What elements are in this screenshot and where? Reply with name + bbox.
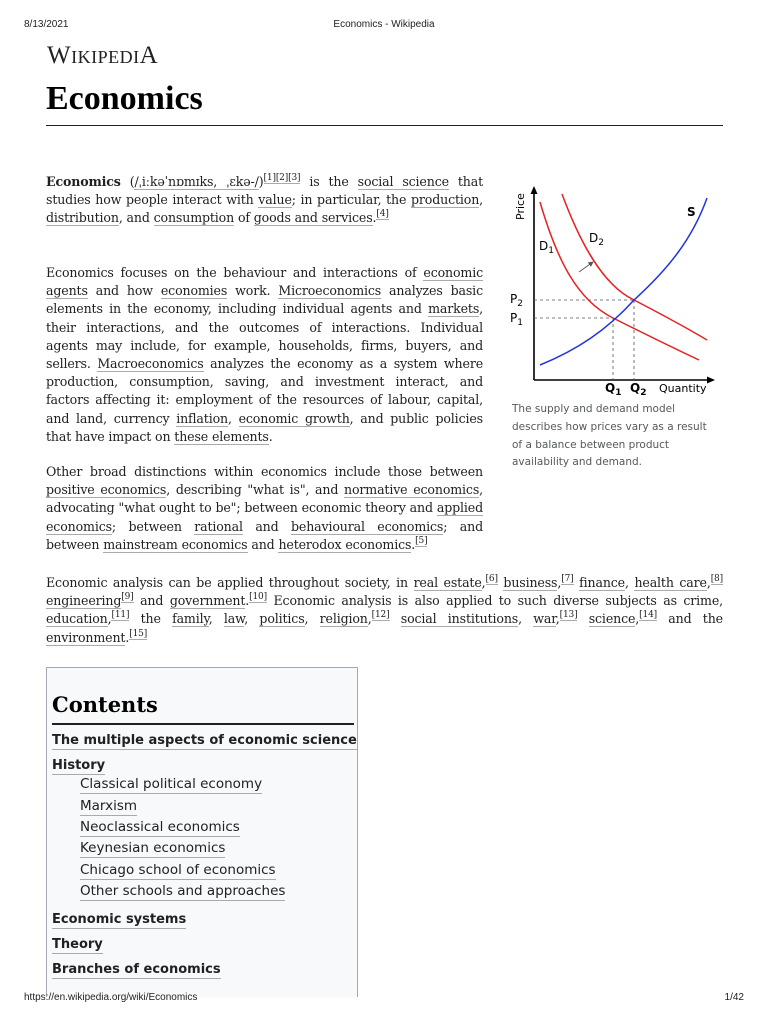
- link-value[interactable]: value: [258, 192, 292, 208]
- paragraph-distinctions: Other broad distinctions within economics include those between positive economics, describing "what is", and normative economics, advocating "what ought to be"; between economic theory and applied economics; between rational and behavioural economics; and between mainstream economics and heterodox economics.[5]: [46, 464, 483, 552]
- ref-link[interactable]: [9]: [121, 592, 134, 603]
- y-axis-label: Price: [514, 193, 527, 220]
- link-markets[interactable]: markets: [428, 301, 480, 317]
- link-religion[interactable]: religion: [319, 611, 368, 627]
- title-divider: [46, 125, 723, 126]
- pronunciation-link[interactable]: /ˌiːkəˈnɒmɪks, ˌɛkə-/: [134, 174, 259, 189]
- x-axis-arrow-icon: [707, 377, 715, 384]
- link-rational[interactable]: rational: [194, 518, 243, 534]
- ref-link[interactable]: [13]: [559, 610, 578, 621]
- link-education[interactable]: education: [46, 611, 108, 627]
- toc-item[interactable]: Theory: [52, 937, 103, 952]
- y-axis-arrow-icon: [531, 186, 538, 194]
- link-law[interactable]: law: [223, 611, 245, 627]
- toc-item[interactable]: Branches of economics: [52, 962, 221, 977]
- supply-curve: [540, 198, 707, 365]
- p2-label: $P_2$: [510, 292, 523, 309]
- supply-label: S: [687, 205, 696, 219]
- link-these-elements[interactable]: these elements: [174, 428, 269, 444]
- link-consumption[interactable]: consumption: [153, 210, 235, 226]
- toc-title: Contents: [52, 692, 158, 717]
- link-normative-economics[interactable]: normative economics: [344, 482, 480, 498]
- link-science[interactable]: science: [588, 611, 636, 627]
- print-tab-title: Economics - Wikipedia: [333, 19, 435, 30]
- toc-item[interactable]: History: [52, 758, 106, 773]
- print-header: [0, 19, 768, 33]
- ref-link[interactable]: [7]: [561, 574, 574, 584]
- link-family[interactable]: family: [172, 611, 209, 627]
- link-economies[interactable]: economies: [160, 283, 228, 299]
- paragraph-focus: Economics focuses on the behaviour and interactions of economic agents and how economies work. Microeconomics analyzes basic elements in the economy, including individual agents and markets, their interactions, and the outcomes of interactions. Individual agents may include, for example, households, firms, buyers, and sellers. Macroeconomics analyzes the economy as a system where production, consumption, saving, and investment interact, and factors affecting it: employment of the resources of labour, capital, and land, currency inflation, economic growth, and public policies that have impact on these elements.: [46, 265, 483, 444]
- link-real-estate[interactable]: real estate: [413, 575, 482, 590]
- link-economic-growth[interactable]: economic growth: [238, 410, 350, 426]
- toc-divider: [52, 723, 354, 725]
- wikipedia-wordmark[interactable]: WIKIPEDIA: [47, 42, 159, 69]
- link-social-science[interactable]: social science: [357, 174, 449, 189]
- demand-shift-arrow-icon: [579, 262, 593, 272]
- link-production[interactable]: production: [410, 192, 480, 208]
- print-date: 8/13/2021: [24, 19, 69, 30]
- link-behavioural-economics[interactable]: behavioural economics: [290, 518, 444, 534]
- link-engineering[interactable]: engineering: [46, 593, 122, 609]
- demand-curve-d1: [540, 202, 699, 360]
- d1-label: $D_1$: [539, 239, 554, 256]
- toc-item[interactable]: Economic systems: [52, 912, 187, 927]
- q1-label: $Q_1$: [605, 381, 622, 398]
- toc-item[interactable]: Neoclassical economics: [80, 819, 240, 835]
- ref-link[interactable]: [14]: [639, 610, 658, 621]
- print-footer: [0, 992, 768, 1006]
- toc-item[interactable]: The multiple aspects of economic science: [52, 733, 357, 748]
- toc-item[interactable]: Chicago school of economics: [80, 862, 276, 878]
- ref-link[interactable]: [6]: [485, 574, 498, 584]
- link-economic-agents[interactable]: economic agents: [46, 265, 483, 299]
- print-page-number: 1/42: [724, 992, 744, 1003]
- p1-label: $P_1$: [510, 311, 523, 328]
- page-title: Economics: [46, 80, 203, 117]
- toc-item[interactable]: Marxism: [80, 798, 138, 814]
- supply-demand-diagram: [507, 180, 723, 398]
- link-environment[interactable]: environment: [46, 629, 126, 645]
- link-health-care[interactable]: health care: [634, 575, 707, 590]
- lead-paragraph: Economics (/ˌiːkəˈnɒmɪks, ˌɛkə-/)[1][2][3] is the social science that studies how people interact with value; in particular, the production, distribution, and consumption of goods and services.[4]: [46, 173, 484, 226]
- link-goods-and-services[interactable]: goods and services: [253, 210, 373, 226]
- supply-demand-figure[interactable]: [507, 180, 723, 398]
- figure-caption: The supply and demand model describes how prices vary as a result of a balance between product availability and demand.: [512, 403, 707, 469]
- link-positive-economics[interactable]: positive economics: [46, 482, 167, 498]
- print-url[interactable]: https://en.wikipedia.org/wiki/Economics: [24, 992, 198, 1003]
- link-microeconomics[interactable]: Microeconomics: [278, 283, 382, 299]
- link-business[interactable]: business: [503, 575, 558, 590]
- toc-item[interactable]: Classical political economy: [80, 776, 263, 792]
- link-social-institutions[interactable]: social institutions: [400, 611, 519, 627]
- link-finance[interactable]: finance: [579, 575, 625, 590]
- link-macroeconomics[interactable]: Macroeconomics: [97, 356, 204, 372]
- paragraph-applications: Economic analysis can be applied throughout society, in real estate,[6] business,[7] finance, health care,[8] engineering[9] and government.[10] Economic analysis is also applied to such diverse subjects as crime, education,[11] the family, law, politics, religion,[12] social institutions, war,[13] science,[14] and the environment.[15]: [46, 574, 723, 645]
- ref-link[interactable]: [12]: [371, 610, 390, 621]
- link-mainstream-economics[interactable]: mainstream economics: [103, 536, 248, 552]
- ref-link[interactable]: [15]: [129, 628, 148, 639]
- x-axis-label: Quantity: [659, 382, 707, 395]
- toc-item[interactable]: Other schools and approaches: [80, 883, 286, 899]
- ref-link[interactable]: [8]: [710, 574, 723, 584]
- link-politics[interactable]: politics: [259, 611, 305, 627]
- ref-link[interactable]: [10]: [249, 592, 267, 603]
- table-of-contents: [46, 667, 358, 997]
- ref-link[interactable]: [4]: [376, 209, 389, 220]
- ref-link[interactable]: [5]: [415, 535, 428, 546]
- ref-link[interactable]: [1][2][3]: [263, 173, 301, 183]
- link-distribution[interactable]: distribution: [46, 210, 119, 226]
- link-heterodox-economics[interactable]: heterodox economics: [278, 536, 412, 552]
- ref-link[interactable]: [11]: [111, 610, 130, 621]
- toc-item[interactable]: Keynesian economics: [80, 840, 226, 856]
- link-war[interactable]: war: [533, 611, 556, 627]
- link-applied-economics[interactable]: applied economics: [46, 500, 483, 534]
- q2-label: $Q_2$: [630, 381, 647, 398]
- d2-label: $D_2$: [589, 231, 604, 248]
- link-government[interactable]: government: [169, 593, 246, 609]
- link-inflation[interactable]: inflation: [176, 410, 228, 426]
